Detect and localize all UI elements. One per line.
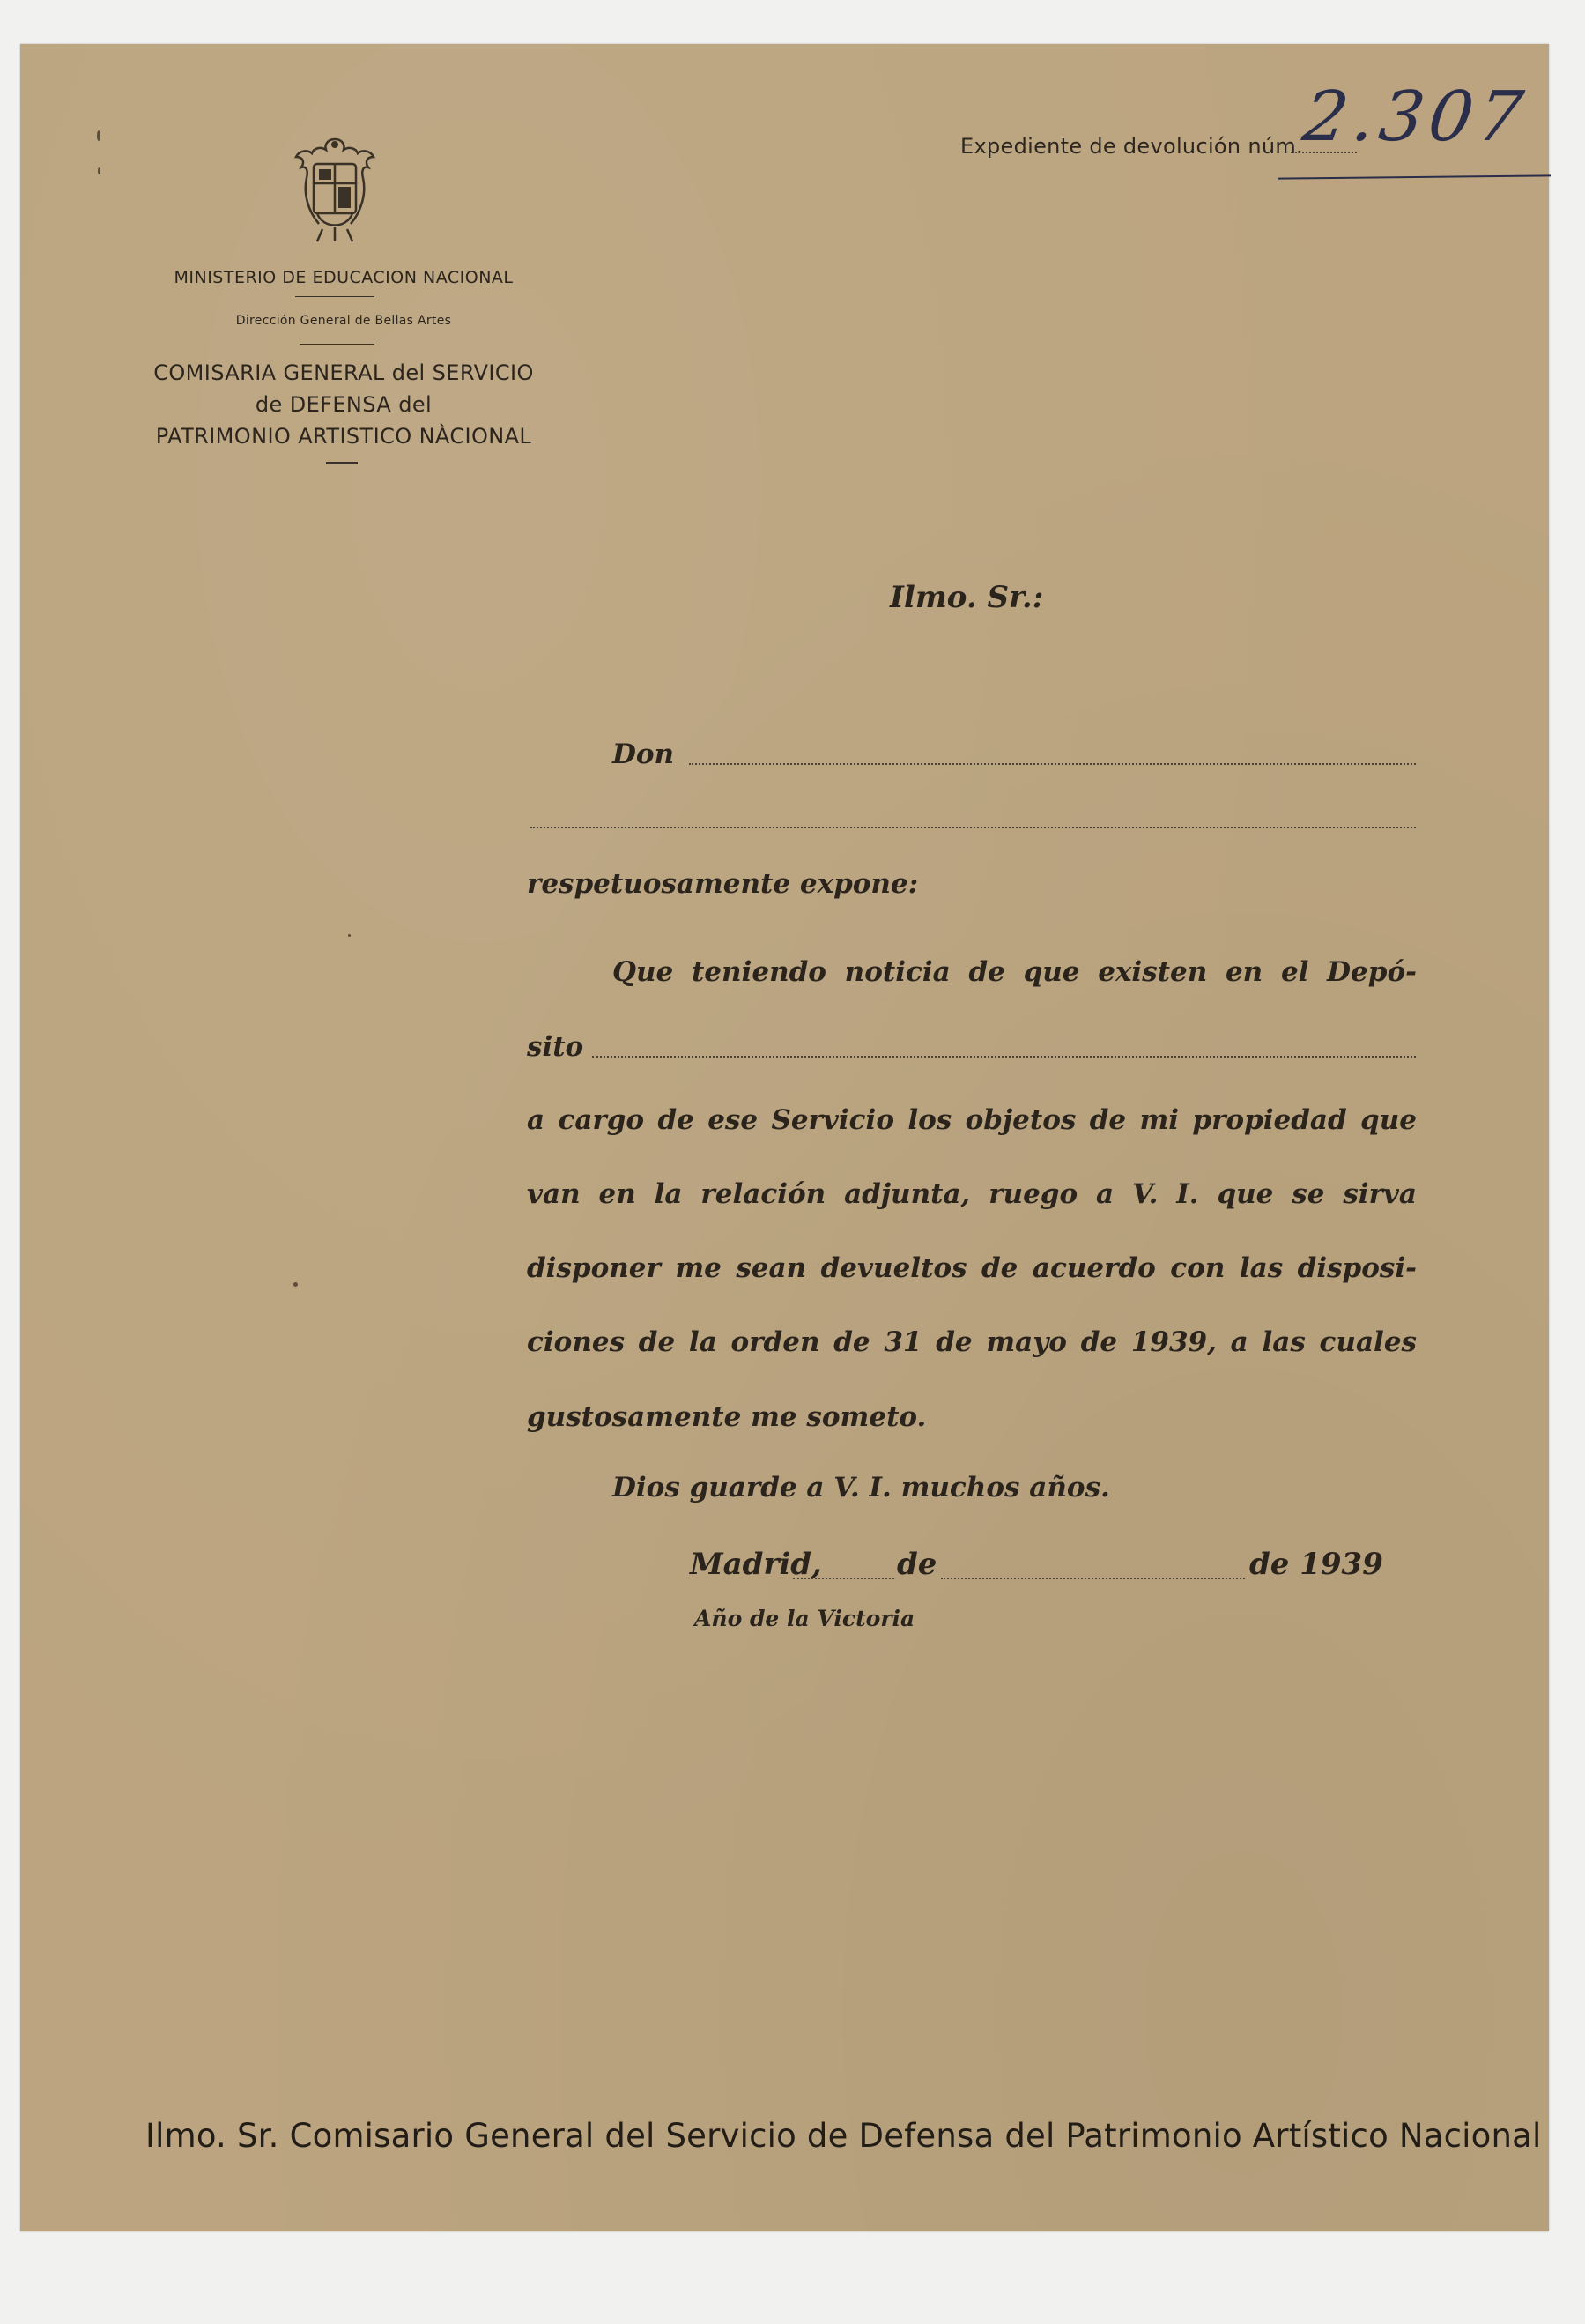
date-de: de: [897, 1547, 937, 1582]
paragraph-line: [527, 1104, 1417, 1136]
date-day-field[interactable]: [793, 1578, 894, 1579]
paragraph-text: van en la relación adjunta, ruego a V. I. que se sirva: [527, 1178, 1417, 1210]
expone-line: respetuosamente expone:: [527, 868, 919, 900]
paper-speck: [293, 1282, 298, 1287]
staple-mark: [98, 167, 100, 174]
comisaria-line: COMISARIA GENERAL del SERVICIO: [153, 360, 534, 385]
comisaria-line: PATRIMONIO ARTISTICO NÀCIONAL: [155, 424, 532, 449]
header-divider: [300, 344, 374, 345]
sito-label: sito: [527, 1031, 584, 1063]
paragraph-text: gustosamente me someto.: [527, 1401, 927, 1433]
date-city: Madrid,: [690, 1547, 822, 1582]
expediente-number[interactable]: 2.307: [1298, 78, 1533, 157]
date-month-field[interactable]: [941, 1578, 1245, 1579]
paragraph-line: [527, 1326, 1417, 1358]
addressee-footer: Ilmo. Sr. Comisario General del Servicio de Defensa del Patrimonio Artístico Nacional: [145, 2117, 1542, 2155]
date-year: de 1939: [1249, 1547, 1383, 1582]
paragraph-line: [527, 1178, 1417, 1210]
paragraph-line: [612, 956, 1417, 988]
paper-speck: [348, 934, 351, 937]
paragraph-line: [527, 1252, 1417, 1284]
header-divider: [326, 462, 358, 464]
don-label: Don: [612, 739, 675, 770]
don-address-field[interactable]: [530, 827, 1416, 828]
paragraph-text: ciones de la orden de 31 de mayo de 1939, a las cuales: [527, 1326, 1417, 1358]
coat-of-arms-icon: [282, 132, 388, 247]
comisaria-line: de DEFENSA del: [255, 392, 433, 417]
header-divider: [295, 296, 374, 297]
salutation: Ilmo. Sr.:: [890, 580, 1044, 615]
direccion-general: Dirección General de Bellas Artes: [235, 314, 452, 328]
paragraph-text: Que teniendo noticia de que existen en el Depó-: [612, 956, 1417, 988]
ministry-name: MINISTERIO DE EDUCACION NACIONAL: [174, 268, 514, 287]
paragraph-text: a cargo de ese Servicio los objetos de mi propiedad que: [527, 1104, 1417, 1136]
don-name-field[interactable]: [689, 763, 1416, 765]
closing-formula: Dios guarde a V. I. muchos años.: [612, 1472, 1110, 1504]
staple-mark: [97, 130, 100, 141]
deposito-field[interactable]: [592, 1056, 1416, 1058]
comisaria-block: [123, 357, 564, 452]
date-subtitle: Año de la Victoria: [694, 1606, 915, 1631]
paragraph-text: disponer me sean devueltos de acuerdo con las disposi-: [527, 1252, 1417, 1284]
expediente-label: Expediente de devolución núm.: [960, 134, 1303, 159]
